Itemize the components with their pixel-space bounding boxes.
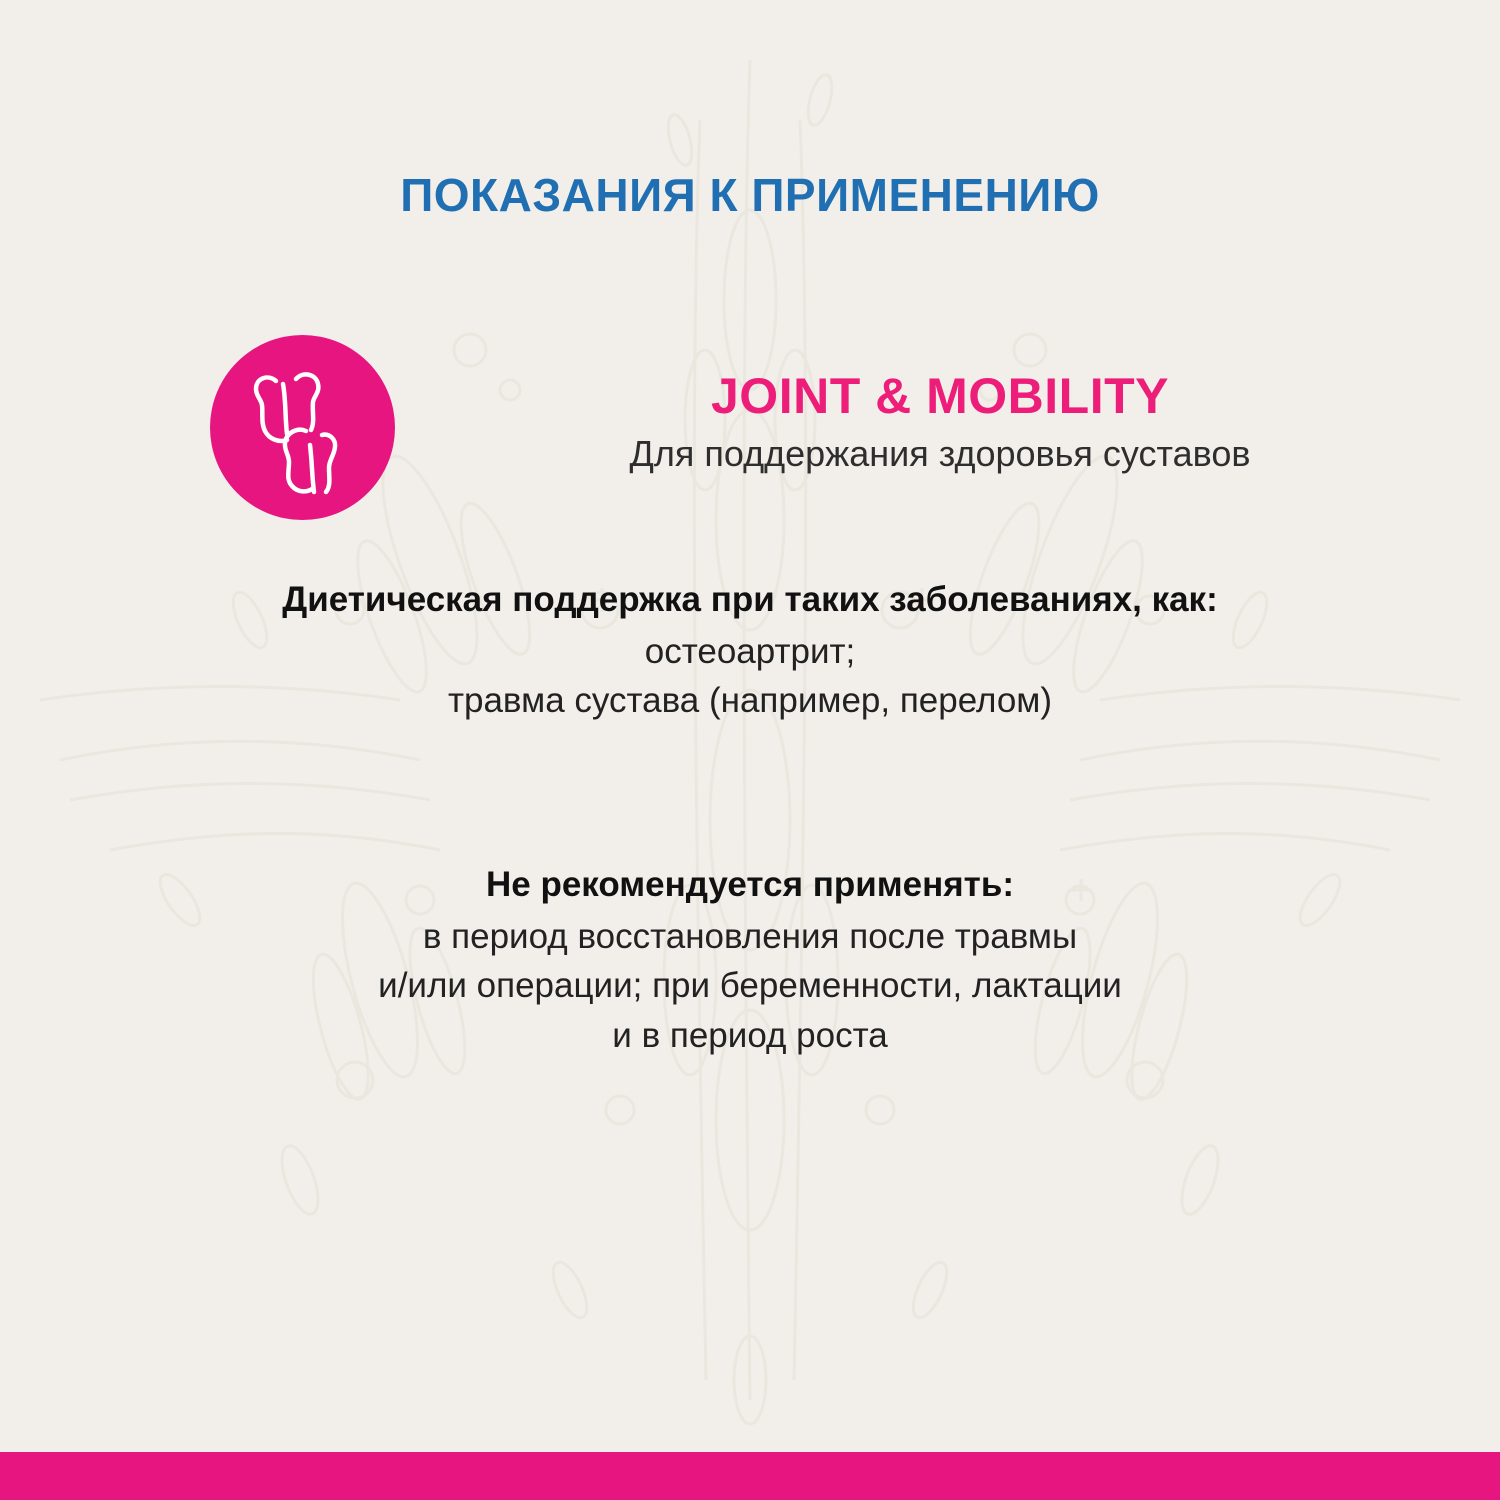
contraindications-line: и в период роста	[612, 1016, 888, 1056]
contraindications-line: и/или операции; при беременности, лактации	[378, 966, 1122, 1006]
indications-heading-line-2: при таких заболеваниях, как:	[710, 580, 1218, 619]
joint-bone-icon	[210, 335, 395, 520]
indications-block	[180, 575, 1320, 726]
indications-item: остеоартрит;	[644, 631, 856, 671]
indications-heading	[180, 575, 1320, 625]
footer-accent-bar	[0, 1452, 1500, 1500]
contraindications-block	[180, 860, 1320, 1061]
brand-text	[420, 370, 1460, 476]
contraindications-list	[180, 912, 1320, 1061]
contraindications-line: в период восстановления после травмы	[422, 916, 1078, 956]
page-title: ПОКАЗАНИЯ К ПРИМЕНЕНИЮ	[400, 169, 1100, 221]
indications-list	[180, 627, 1320, 726]
contraindications-heading: Не рекомендуется применять:	[486, 865, 1014, 904]
brand-name: JOINT & MOBILITY	[711, 368, 1169, 424]
brand-block	[0, 330, 1500, 530]
brand-tagline: Для поддержания здоровья суставов	[629, 432, 1251, 474]
indications-heading-line-1: Диетическая поддержка	[282, 580, 701, 619]
indications-item: травма сустава (например, перелом)	[447, 681, 1053, 721]
